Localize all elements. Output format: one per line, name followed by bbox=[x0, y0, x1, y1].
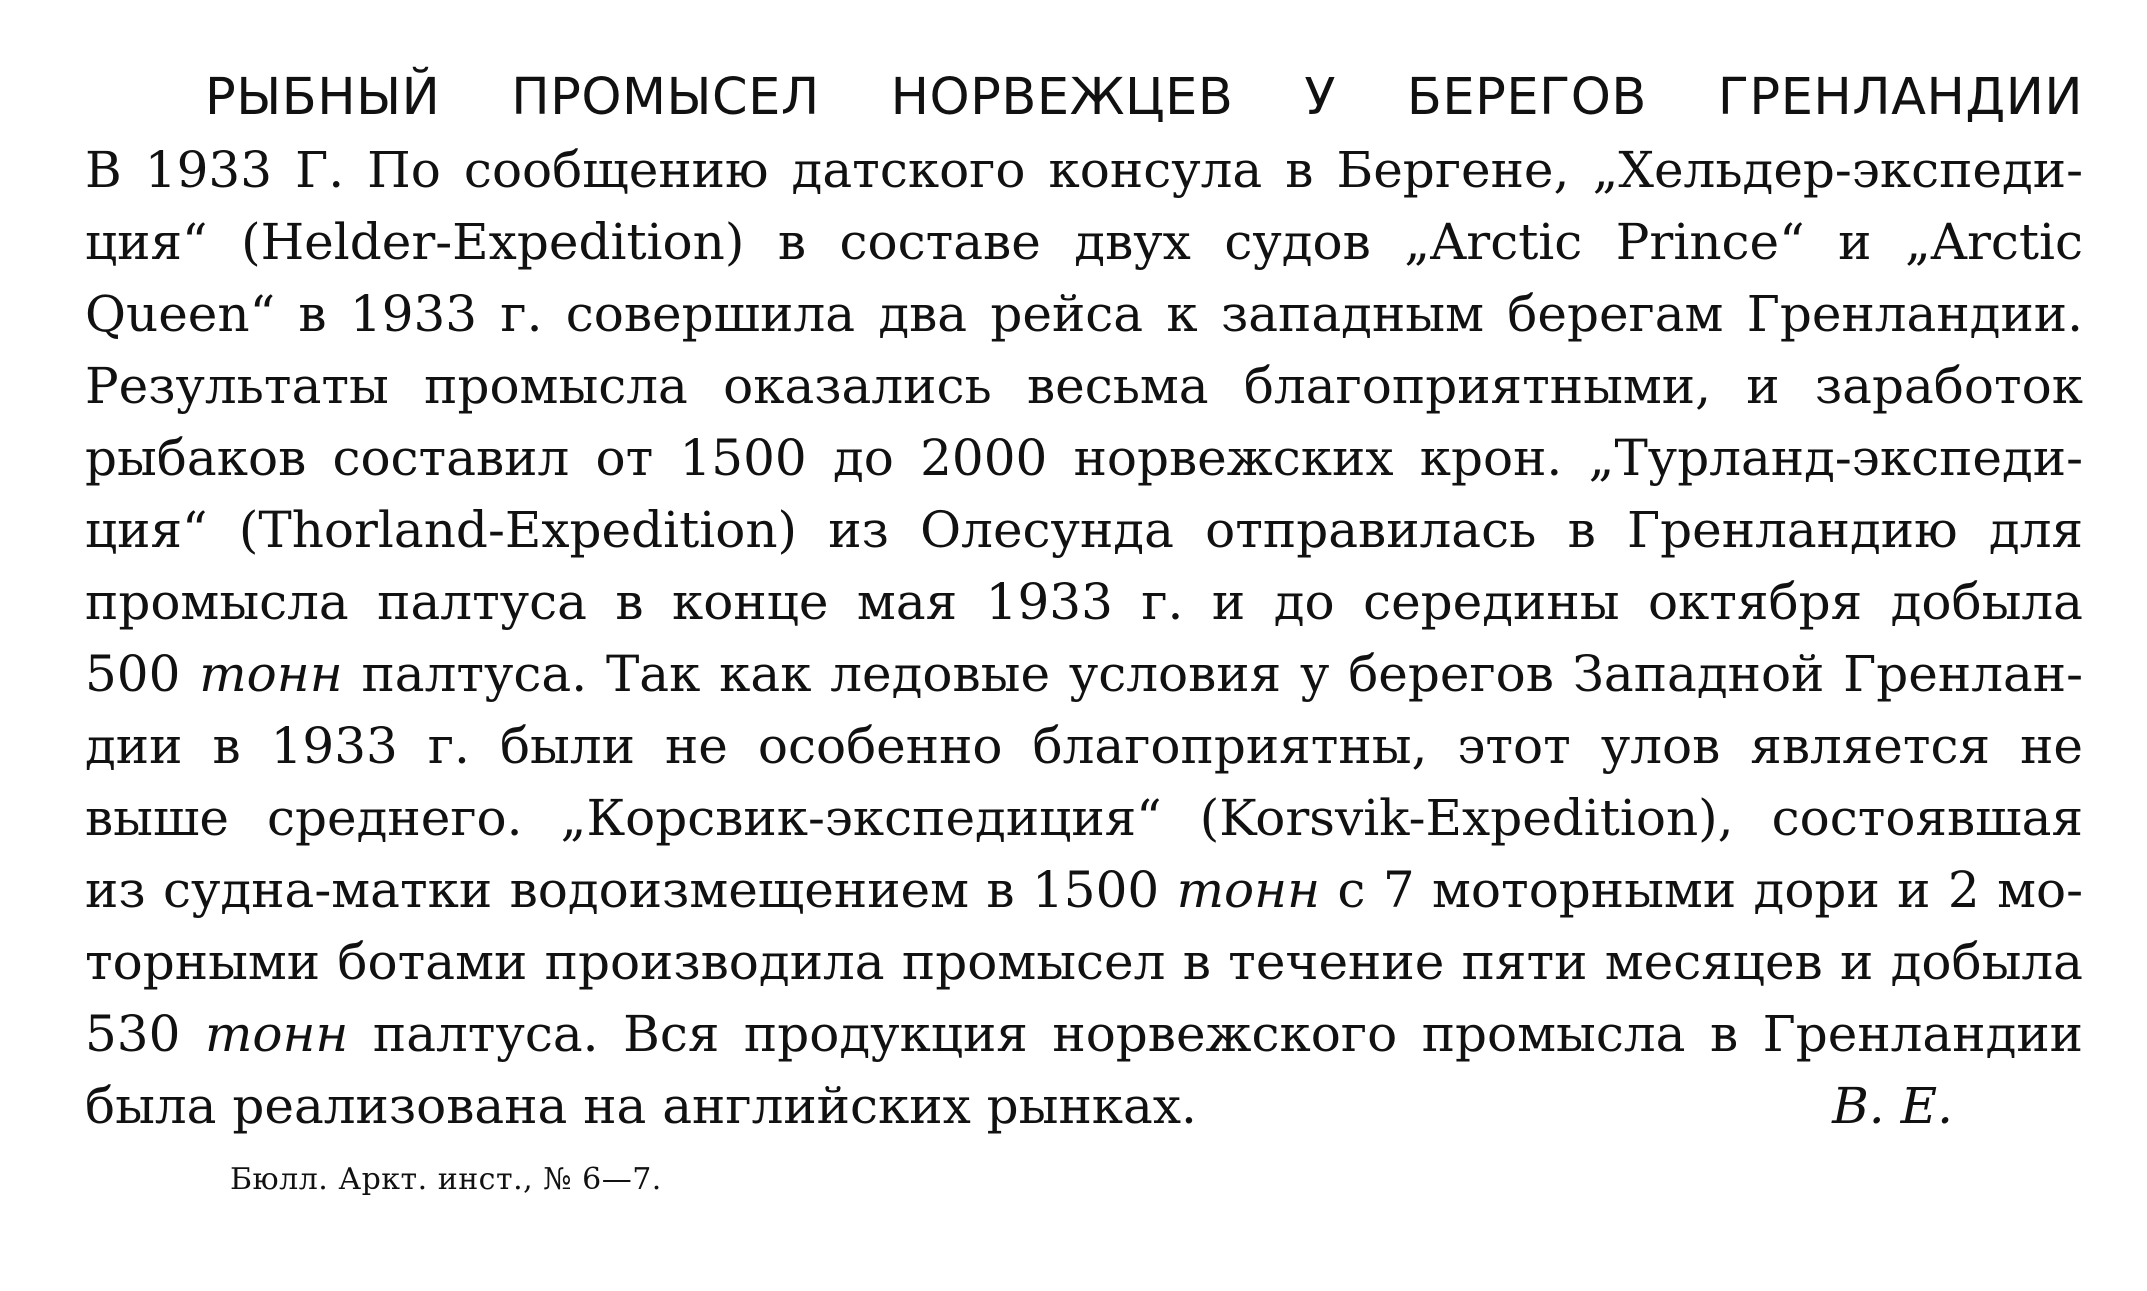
text-line: торными ботами производила промысел в течение пяти месяцев и добыла bbox=[85, 933, 2083, 991]
line-segment: палтуса. Вся продукция норвежского промысла в Гренландии bbox=[348, 1005, 2083, 1063]
line-segment: с 7 моторными дори и 2 мо- bbox=[1320, 861, 2084, 919]
text-line: Результаты промысла оказались весьма благоприятными, и заработок bbox=[85, 357, 2083, 415]
text-line bbox=[85, 1070, 2083, 1142]
text-line: ция“ (Thorland-Expedition) из Олесунда отправилась в Гренландию для bbox=[85, 501, 2083, 559]
text-line: выше среднего. „Корсвик-экспедиция“ (Korsvik-Expedition), состоявшая bbox=[85, 789, 2083, 847]
text-line: ция“ (Helder-Expedition) в составе двух судов „Arctic Prince“ и „Arctic bbox=[85, 213, 2083, 271]
line-segment: 530 bbox=[85, 1005, 205, 1063]
line-segment: палтуса. Так как ледовые условия у берегов Западной Гренлан- bbox=[342, 645, 2084, 703]
italic-unit: тонн bbox=[199, 645, 343, 703]
line-segment: была реализована на английских рынках. bbox=[85, 1077, 1197, 1135]
text-line: рыбаков составил от 1500 до 2000 норвежских крон. „Турланд-экспеди- bbox=[85, 429, 2083, 487]
author-signature: В. Е. bbox=[1832, 1077, 1953, 1135]
text-line: Queen“ в 1933 г. совершила два рейса к западным берегам Гренландии. bbox=[85, 285, 2083, 343]
text-line bbox=[85, 638, 2083, 710]
article-body bbox=[85, 62, 2083, 1142]
text-line: дии в 1933 г. были не особенно благоприятны, этот улов является не bbox=[85, 717, 2083, 775]
text-line: В 1933 Г. По сообщению датского консула в Бергене, „Хельдер-экспеди- bbox=[85, 141, 2083, 199]
line-segment: 500 bbox=[85, 645, 200, 703]
italic-unit: тонн bbox=[204, 1005, 349, 1063]
text-line bbox=[85, 854, 2083, 926]
line-segment: из судна-матки водоизмещением в 1500 bbox=[85, 861, 1177, 919]
italic-unit: тонн bbox=[1176, 861, 1321, 919]
text-line bbox=[85, 998, 2083, 1070]
text-line: промысла палтуса в конце мая 1933 г. и до середины октября добыла bbox=[85, 573, 2083, 631]
article-title: РЫБНЫЙ ПРОМЫСЕЛ НОРВЕЖЦЕВ У БЕРЕГОВ ГРЕНЛАНДИИ bbox=[205, 68, 2083, 127]
source-citation: Бюлл. Аркт. инст., № 6—7. bbox=[230, 1162, 662, 1197]
